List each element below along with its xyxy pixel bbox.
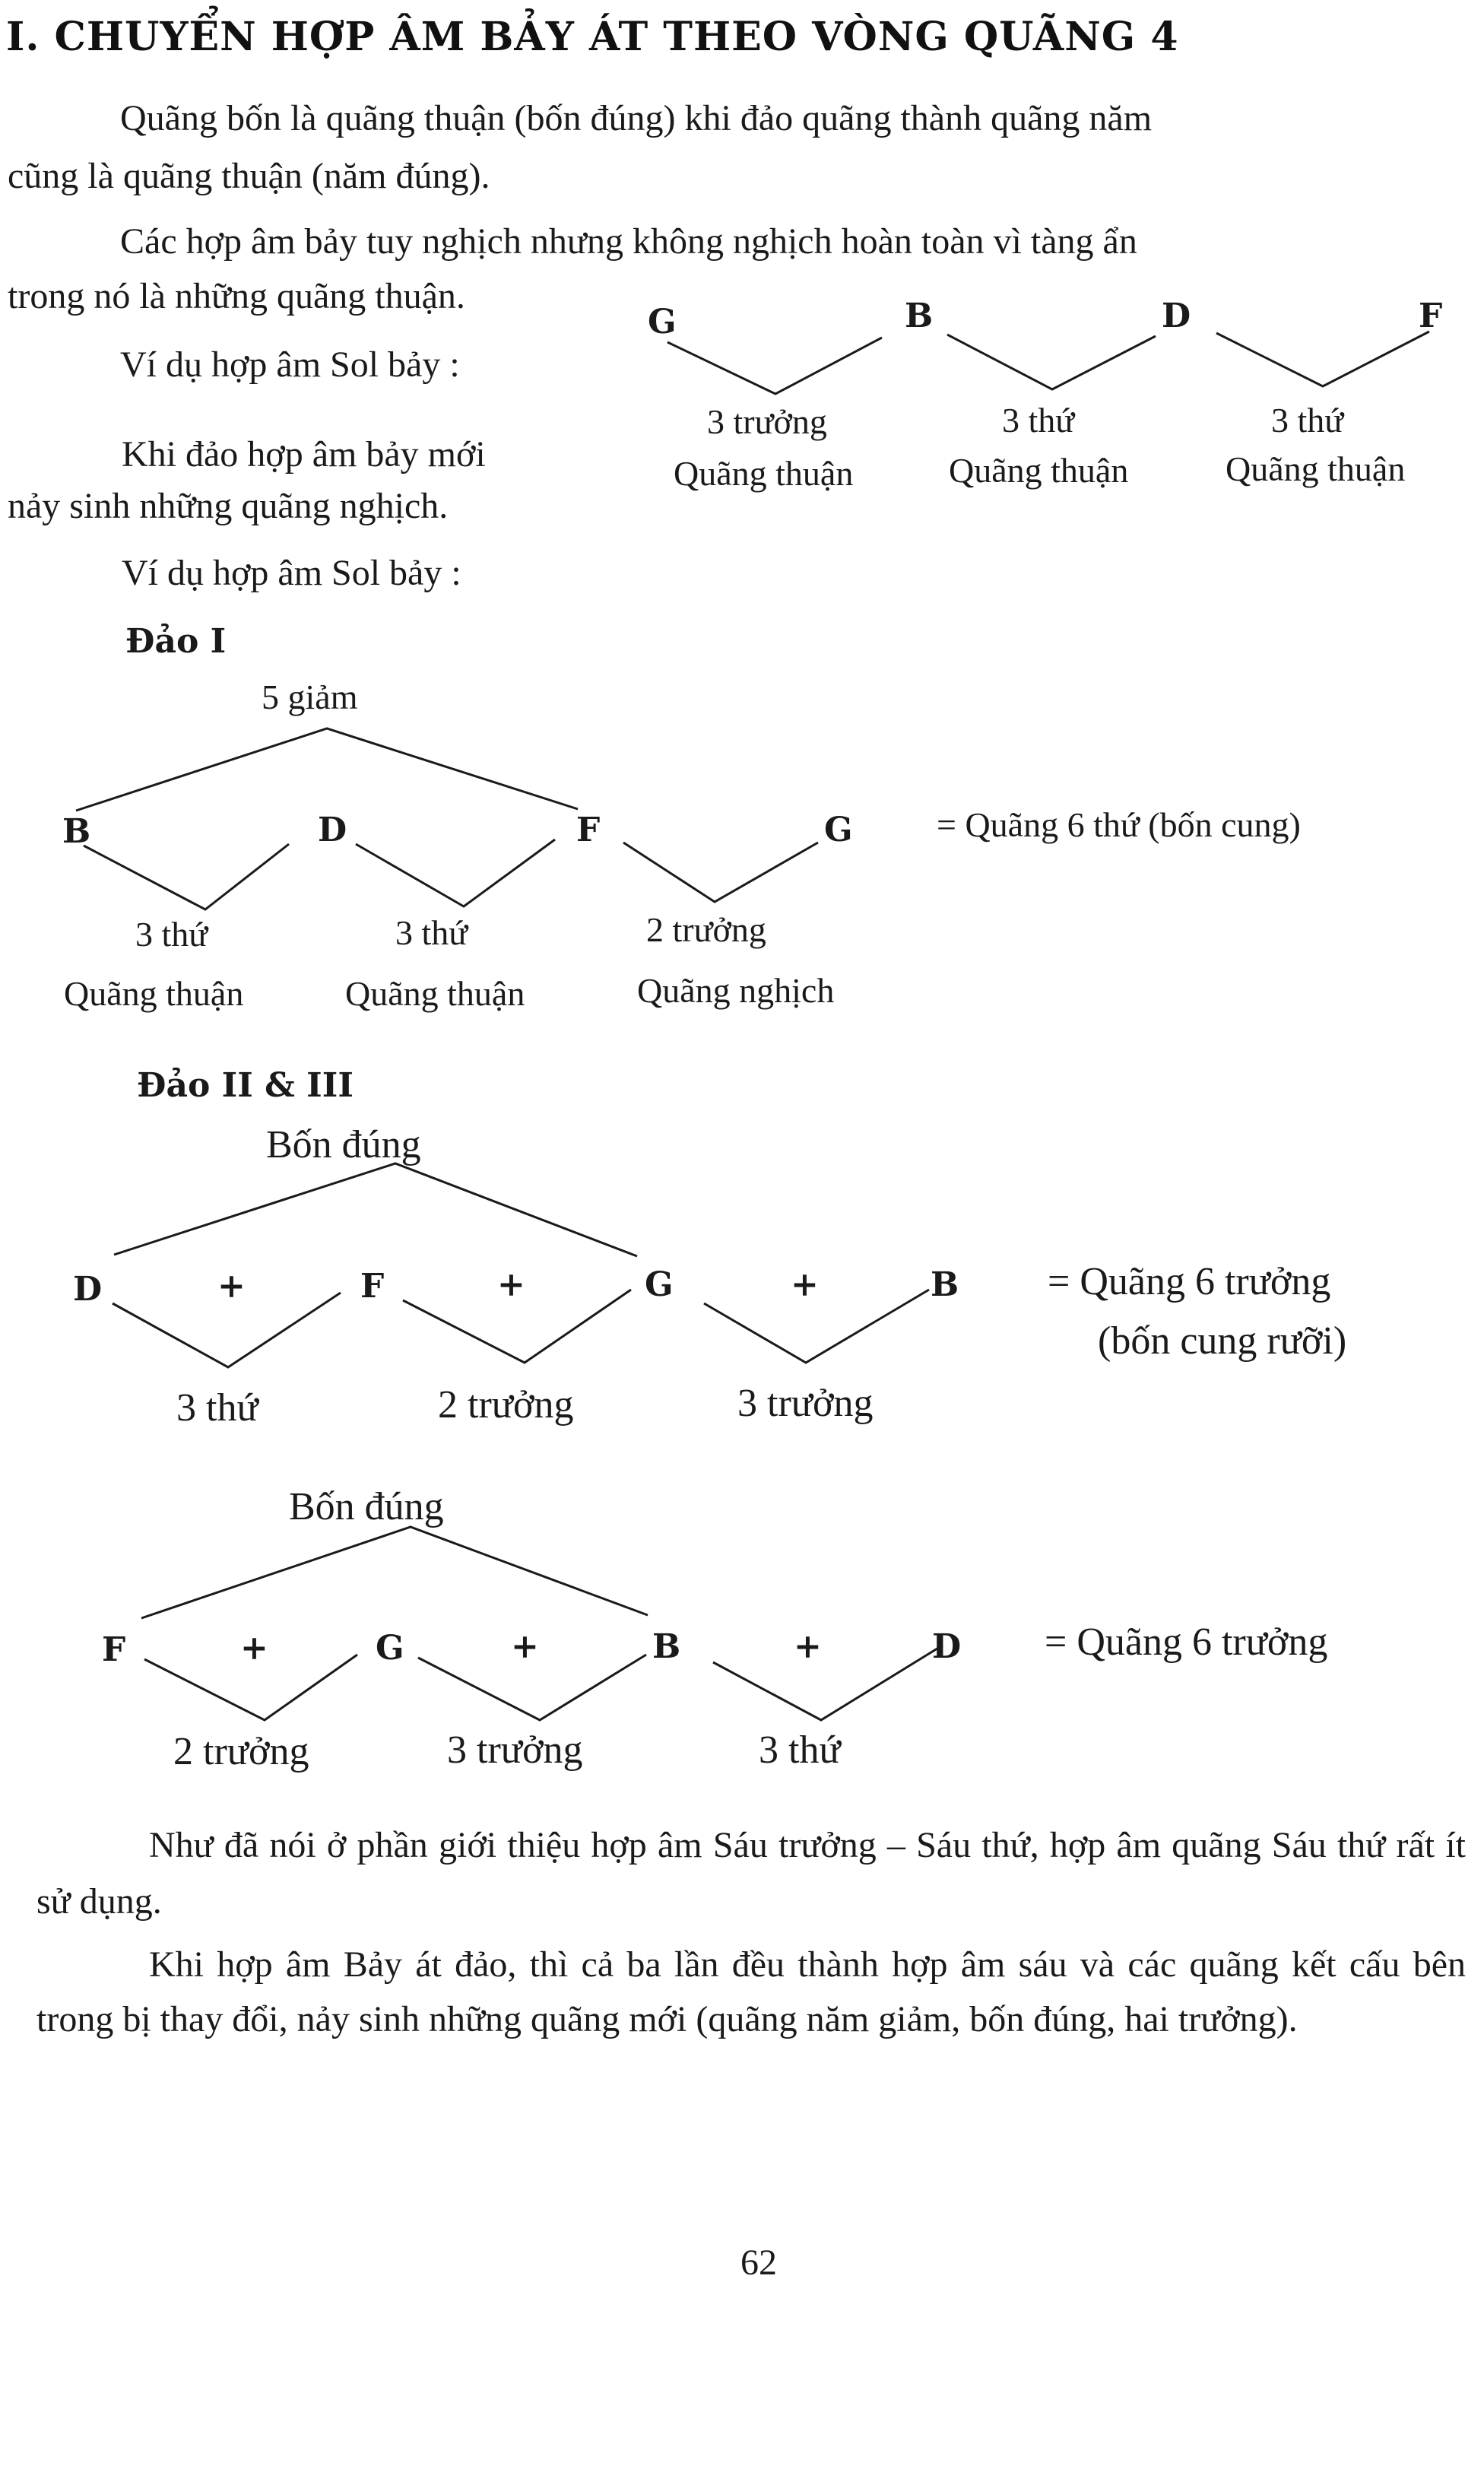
inv2-plus-1: + bbox=[217, 1267, 246, 1306]
inv1-quality-2: Quãng thuận bbox=[345, 974, 525, 1013]
inv3-interval-1: 2 trưởng bbox=[173, 1730, 309, 1773]
inv1-quality-1: Quãng thuận bbox=[64, 974, 244, 1013]
inv1-interval-3: 2 trưởng bbox=[646, 910, 766, 949]
inv3-vee-2 bbox=[418, 1655, 646, 1720]
inversion2-top-label: Bốn đúng bbox=[266, 1123, 421, 1166]
root-interval-2: 3 thứ bbox=[1002, 401, 1075, 440]
intro-p2-line1: Các hợp âm bảy tuy nghịch nhưng không nghịch hoàn toàn vì tàng ẩn bbox=[120, 221, 1137, 262]
root-note-f: F bbox=[1419, 297, 1443, 335]
root-interval-3: 3 thứ bbox=[1271, 401, 1344, 440]
inv2-interval-1: 3 thứ bbox=[176, 1386, 258, 1430]
inv1-vee-3 bbox=[623, 843, 818, 902]
inversion2-result-line2: (bốn cung rưỡi) bbox=[1098, 1319, 1347, 1363]
inv2-vee-2 bbox=[403, 1290, 631, 1363]
example-label-2: Ví dụ hợp âm Sol bảy : bbox=[122, 553, 461, 593]
root-vee-1 bbox=[667, 338, 882, 394]
inv1-note-g: G bbox=[824, 811, 853, 849]
example-label-1: Ví dụ hợp âm Sol bảy : bbox=[120, 344, 460, 385]
inv2-interval-2: 2 trưởng bbox=[438, 1383, 574, 1427]
root-interval-1: 3 trưởng bbox=[707, 402, 827, 441]
inv1-interval-2: 3 thứ bbox=[395, 913, 468, 952]
page-number: 62 bbox=[740, 2242, 777, 2283]
root-note-b: B bbox=[905, 297, 934, 335]
inv3-note-b: B bbox=[652, 1627, 681, 1666]
inversion3-top-label: Bốn đúng bbox=[289, 1485, 444, 1528]
inv2-span bbox=[114, 1163, 637, 1256]
inversion1-top-label: 5 giảm bbox=[262, 678, 358, 716]
inversion1-heading: Đảo I bbox=[125, 622, 227, 661]
inv2-interval-3: 3 trưởng bbox=[737, 1382, 874, 1425]
inv2-vee-1 bbox=[113, 1293, 341, 1367]
inv3-plus-1: + bbox=[240, 1629, 268, 1668]
root-quality-1: Quãng thuận bbox=[674, 454, 854, 493]
closing-paragraph-2: Khi hợp âm Bảy át đảo, thì cả ba lần đều thành hợp âm sáu và các quãng kết cấu bên trong bị thay đổi, nảy sinh những quãng mới (quãng năm giảm, bốn đúng, hai trưởng). bbox=[36, 1944, 1466, 2039]
inv3-note-g: G bbox=[376, 1629, 404, 1668]
inv2-note-f: F bbox=[360, 1267, 385, 1306]
section-title: I. CHUYỂN HỢP ÂM BẢY ÁT THEO VÒNG QUÃNG 4 bbox=[6, 14, 1179, 60]
inv1-quality-3: Quãng nghịch bbox=[637, 971, 835, 1010]
inv2-note-d: D bbox=[73, 1270, 103, 1309]
inv1-note-d: D bbox=[318, 811, 347, 849]
intro-p2-line2: trong nó là những quãng thuận. bbox=[8, 276, 465, 316]
inv3-span bbox=[141, 1527, 648, 1618]
root-quality-2: Quãng thuận bbox=[949, 451, 1129, 490]
inv3-vee-1 bbox=[144, 1655, 357, 1720]
intro-p1-line2: cũng là quãng thuận (năm đúng). bbox=[8, 156, 490, 196]
inversion2-result-line1: = Quãng 6 trưởng bbox=[1048, 1260, 1331, 1303]
inv3-plus-3: + bbox=[794, 1627, 822, 1666]
inv1-interval-1: 3 thứ bbox=[135, 915, 208, 954]
closing-paragraph-1: Như đã nói ở phần giới thiệu hợp âm Sáu trưởng – Sáu thứ, hợp âm quãng Sáu thứ rất ít sử dụng. bbox=[36, 1825, 1466, 1922]
inv1-note-b: B bbox=[62, 812, 91, 851]
inv3-plus-2: + bbox=[511, 1627, 539, 1666]
root-quality-3: Quãng thuận bbox=[1226, 449, 1406, 488]
inv2-plus-3: + bbox=[791, 1265, 819, 1304]
inv2-plus-2: + bbox=[497, 1265, 525, 1304]
root-vee-2 bbox=[947, 335, 1156, 389]
root-note-d: D bbox=[1162, 297, 1191, 335]
intro-p3-line2: nảy sinh những quãng nghịch. bbox=[8, 486, 449, 526]
inversion1-result: = Quãng 6 thứ (bốn cung) bbox=[937, 805, 1301, 844]
inversion3-result: = Quãng 6 trưởng bbox=[1045, 1620, 1328, 1664]
inv3-note-d: D bbox=[932, 1627, 962, 1666]
inv3-note-f: F bbox=[102, 1630, 126, 1669]
inv2-vee-3 bbox=[704, 1290, 929, 1363]
inv2-note-b: B bbox=[931, 1265, 959, 1304]
root-vee-3 bbox=[1216, 332, 1429, 386]
inv2-note-g: G bbox=[645, 1265, 674, 1304]
inv1-vee-1 bbox=[84, 844, 289, 909]
inv1-span bbox=[76, 728, 578, 811]
inv1-vee-2 bbox=[356, 840, 555, 906]
inv3-interval-2: 3 trưởng bbox=[447, 1728, 583, 1772]
intro-p1-line1: Quãng bốn là quãng thuận (bốn đúng) khi đảo quãng thành quãng năm bbox=[120, 98, 1153, 138]
inversion2-heading: Đảo II & III bbox=[137, 1066, 354, 1105]
inv3-vee-3 bbox=[713, 1647, 940, 1720]
inv1-note-f: F bbox=[576, 811, 601, 849]
inv3-interval-3: 3 thứ bbox=[759, 1728, 841, 1772]
root-note-g: G bbox=[648, 303, 677, 341]
intro-p3-line1: Khi đảo hợp âm bảy mới bbox=[122, 434, 486, 474]
